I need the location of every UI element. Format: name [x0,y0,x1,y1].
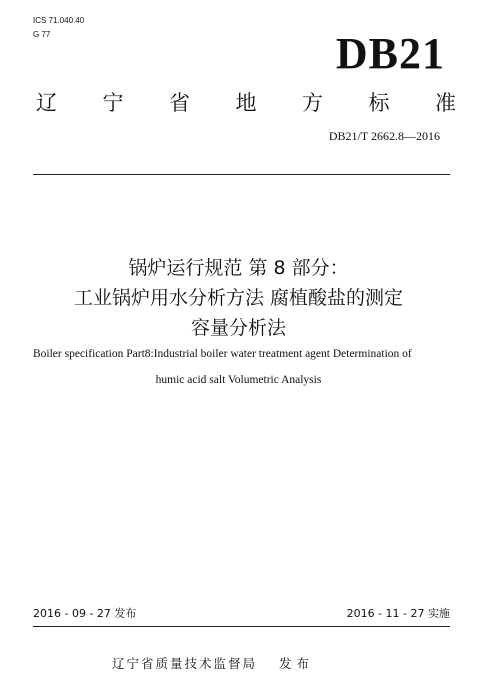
chinese-title-line-2: 工业锅炉用水分析方法 腐植酸盐的测定 [73,287,404,309]
effective-date: 2016 - 11 - 27 实施 [346,607,450,620]
standard-type-char: 标 [368,91,390,115]
standard-number: DB21/T 2662.8—2016 [328,129,440,143]
standard-mark: DB21 [335,29,445,78]
standard-type-char: 辽 [36,91,57,115]
footer-divider [33,626,450,627]
chinese-title-line-3: 容量分析法 [190,317,286,339]
issuer-action: 发布 [279,656,315,671]
issuer-organization: 辽宁省质量技术监督局 [112,656,258,671]
standard-type-char: 地 [235,91,257,115]
standard-type-char: 宁 [102,91,124,115]
chinese-title-line-1: 锅炉运行规范 第 8 部分： [128,257,349,279]
standard-type-char: 准 [435,91,456,115]
publish-date: 2016 - 09 - 27 发布 [33,607,137,620]
standard-type-char: 省 [169,91,190,115]
standard-type-char: 方 [302,91,323,115]
standard-type-title [36,88,456,118]
classification-codes [33,14,84,42]
english-title-line-1: Boiler specification Part8:Industrial boiler water treatment agent Determination of [33,348,412,360]
issuing-authority [112,655,314,673]
header-divider [33,174,450,175]
ics-code: ICS 71.040.40 [33,16,85,25]
ccs-code: G 77 [33,30,51,39]
english-title-line-2: humic acid salt Volumetric Analysis [155,374,322,386]
